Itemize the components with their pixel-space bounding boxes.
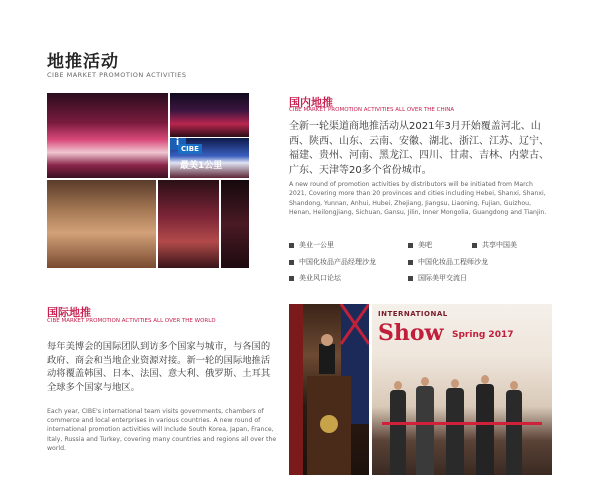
photo-dark-hall [221,180,249,268]
person-head [481,375,489,384]
bullet-item [472,240,517,250]
international-subtitle: CIBE MARKET PROMOTION ACTIVITIES ALL OVER THE WORLD [47,318,216,324]
person-figure [446,388,464,475]
bullet-label: 共享中国美 [482,241,517,249]
bullet-item [289,273,341,283]
bullet-label: 美业风口论坛 [299,274,341,282]
photo-conference-hall [47,93,168,178]
domestic-title: 国内地推 [289,96,333,109]
domestic-body-en: A new round of promotion activities by distributors will be initiated from March 2021, Covering more than 20 provinces and cities including Hebei, Shanxi, Shanxi, Shandong, Yunnan, Anhui, Hubei, Zhejiang, Jiangsu, Liaoning, Fujian, Guizhou, Henan, Heilongjiang, Sichuan, Gansu, Jilin, Inner Mongolia, Guangdong and Tianjin. [289,181,547,217]
bullet-label: 国际美甲交流日 [418,274,467,282]
bullet-square-icon [289,276,294,281]
bullet-square-icon [408,243,413,248]
page-subtitle: CIBE MARKET PROMOTION ACTIVITIES [47,71,187,79]
podium-scene [289,304,369,475]
photo-stage-banner [170,138,249,178]
international-body-en: Each year, CIBE's international team visits governments, chambers of commerce and local enterprises in various countries. A new round of international promotion activities will include South Korea, Japan, France, Italy, Russia and Turkey, covering many countries and regions all over the world. [47,408,277,452]
bullet-label: 中国化妆品产品经理沙龙 [299,258,376,266]
person-head [510,381,518,390]
bullet-label: 中国化妆品工程师沙龙 [418,258,488,266]
domestic-body-cn: 全新一轮渠道商地推活动从2021年3月开始覆盖河北、山西、陕西、山东、云南、安徽、湖北、浙江、江苏、辽宁、福建、贵州、河南、黑龙江、四川、甘肃、吉林、内蒙古、广东、天津等20多个省份城市。 [289,121,549,176]
stage-text: 最美1公里 [180,161,223,171]
person-figure [506,390,522,475]
bullet-square-icon [472,243,477,248]
photo-podium-speaker [289,304,369,475]
stage-logo: CIBE [178,144,202,154]
person-head [394,381,402,390]
bullet-item [408,273,467,283]
bullet-item [289,240,334,250]
bullet-item [289,257,376,267]
page-title: 地推活动 [47,52,119,72]
international-title: 国际地推 [47,306,91,319]
domestic-subtitle: CIBE MARKET PROMOTION ACTIVITIES ALL OVER THE CHINA [289,107,455,113]
person-figure [416,386,434,475]
bullet-square-icon [289,260,294,265]
bullet-square-icon [289,243,294,248]
banner-season: Spring 2017 [452,330,514,340]
bullet-label: 美业一公里 [299,241,334,249]
bullet-square-icon [408,260,413,265]
person-figure [476,384,494,475]
banner-show: Show [378,320,444,346]
bullet-square-icon [408,276,413,281]
photo-award-stage [170,93,249,137]
bullet-item [408,240,432,250]
red-ribbon [382,422,542,425]
photo-banquet [158,180,219,268]
person-figure [390,390,406,475]
bullet-item [408,257,488,267]
bullet-label: 美吧 [418,241,432,249]
person-head [421,377,429,386]
person-head [451,379,459,388]
photo-audience [47,180,156,268]
international-body-cn: 每年美博会的国际团队到访多个国家与城市，与各国的政府、商会和当地企业资源对接。新一轮的国际地推活动将覆盖韩国、日本、法国、意大利、俄罗斯、土耳其全球多个国家与地区。 [47,341,271,393]
photo-ribbon-cutting [372,304,552,475]
banner-international: INTERNATIONAL [378,310,448,318]
